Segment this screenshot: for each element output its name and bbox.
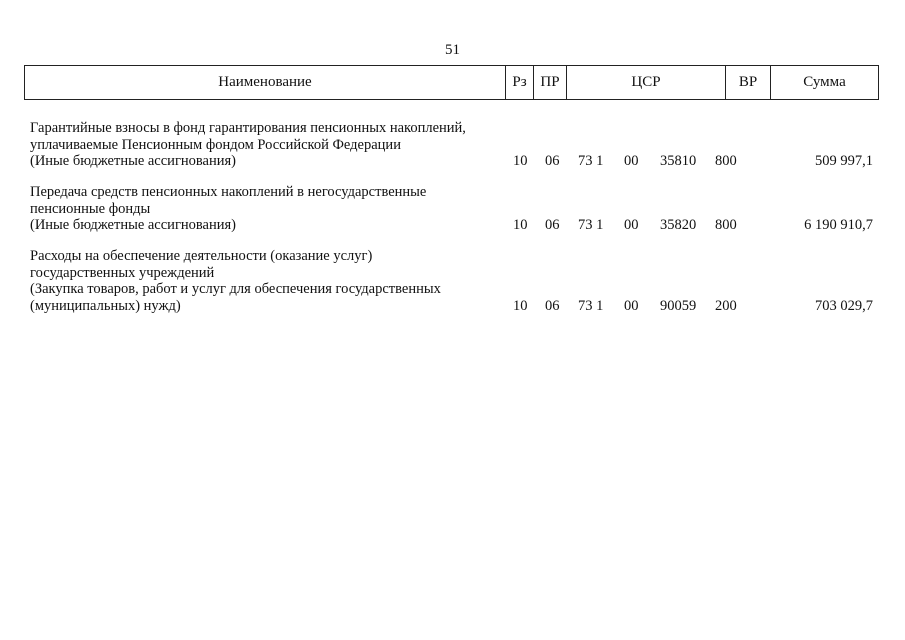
header-pr: ПР (534, 66, 567, 99)
row-pr: 06 (545, 153, 560, 169)
header-rz: Рз (506, 66, 534, 99)
header-name: Наименование (25, 66, 506, 99)
header-csr: ЦСР (567, 66, 726, 99)
row-sum: 509 997,1 (815, 153, 873, 169)
row-csr-program: 73 1 (578, 217, 604, 233)
table-row (0, 248, 905, 318)
row-vr: 800 (715, 217, 737, 233)
row-csr-sub: 00 (624, 217, 639, 233)
row-rz: 10 (513, 298, 528, 314)
row-name-line: (Иные бюджетные ассигнования) (30, 217, 237, 233)
row-csr-direction: 35810 (660, 153, 697, 169)
row-name-line: пенсионные фонды (30, 200, 151, 217)
row-pr: 06 (545, 298, 560, 314)
row-name (30, 248, 500, 314)
row-csr-direction: 90059 (660, 298, 697, 314)
row-pr: 06 (545, 217, 560, 233)
row-name-line: Гарантийные взносы в фонд гарантирования пенсионных накоплений, (30, 120, 466, 136)
row-csr-program: 73 1 (578, 298, 604, 314)
row-name-line: (Закупка товаров, работ и услуг для обеспечения государственных (30, 281, 441, 297)
page-number: 51 (445, 42, 460, 58)
row-sum: 703 029,7 (815, 298, 873, 314)
row-vr: 200 (715, 298, 737, 314)
row-name-line: Передача средств пенсионных накоплений в негосударственные (30, 184, 427, 200)
row-csr-sub: 00 (624, 153, 639, 169)
row-csr-program: 73 1 (578, 153, 604, 169)
row-vr: 800 (715, 153, 737, 169)
header-vr: ВР (726, 66, 771, 99)
row-name-line: (Иные бюджетные ассигнования) (30, 153, 237, 169)
table-row (0, 120, 905, 172)
table-row (0, 184, 905, 236)
row-sum: 6 190 910,7 (804, 217, 873, 233)
row-csr-sub: 00 (624, 298, 639, 314)
row-csr-direction: 35820 (660, 217, 697, 233)
row-name-line: Расходы на обеспечение деятельности (оказание услуг) (30, 248, 373, 264)
row-rz: 10 (513, 217, 528, 233)
row-name-line: (муниципальных) нужд) (30, 297, 181, 314)
row-rz: 10 (513, 153, 528, 169)
table-header (24, 65, 879, 100)
header-sum: Сумма (803, 74, 846, 90)
row-name-line: уплачиваемые Пенсионным фондом Российской Федерации (30, 136, 401, 153)
row-name-line: государственных учреждений (30, 264, 215, 281)
row-name (30, 184, 500, 234)
row-name (30, 120, 500, 170)
